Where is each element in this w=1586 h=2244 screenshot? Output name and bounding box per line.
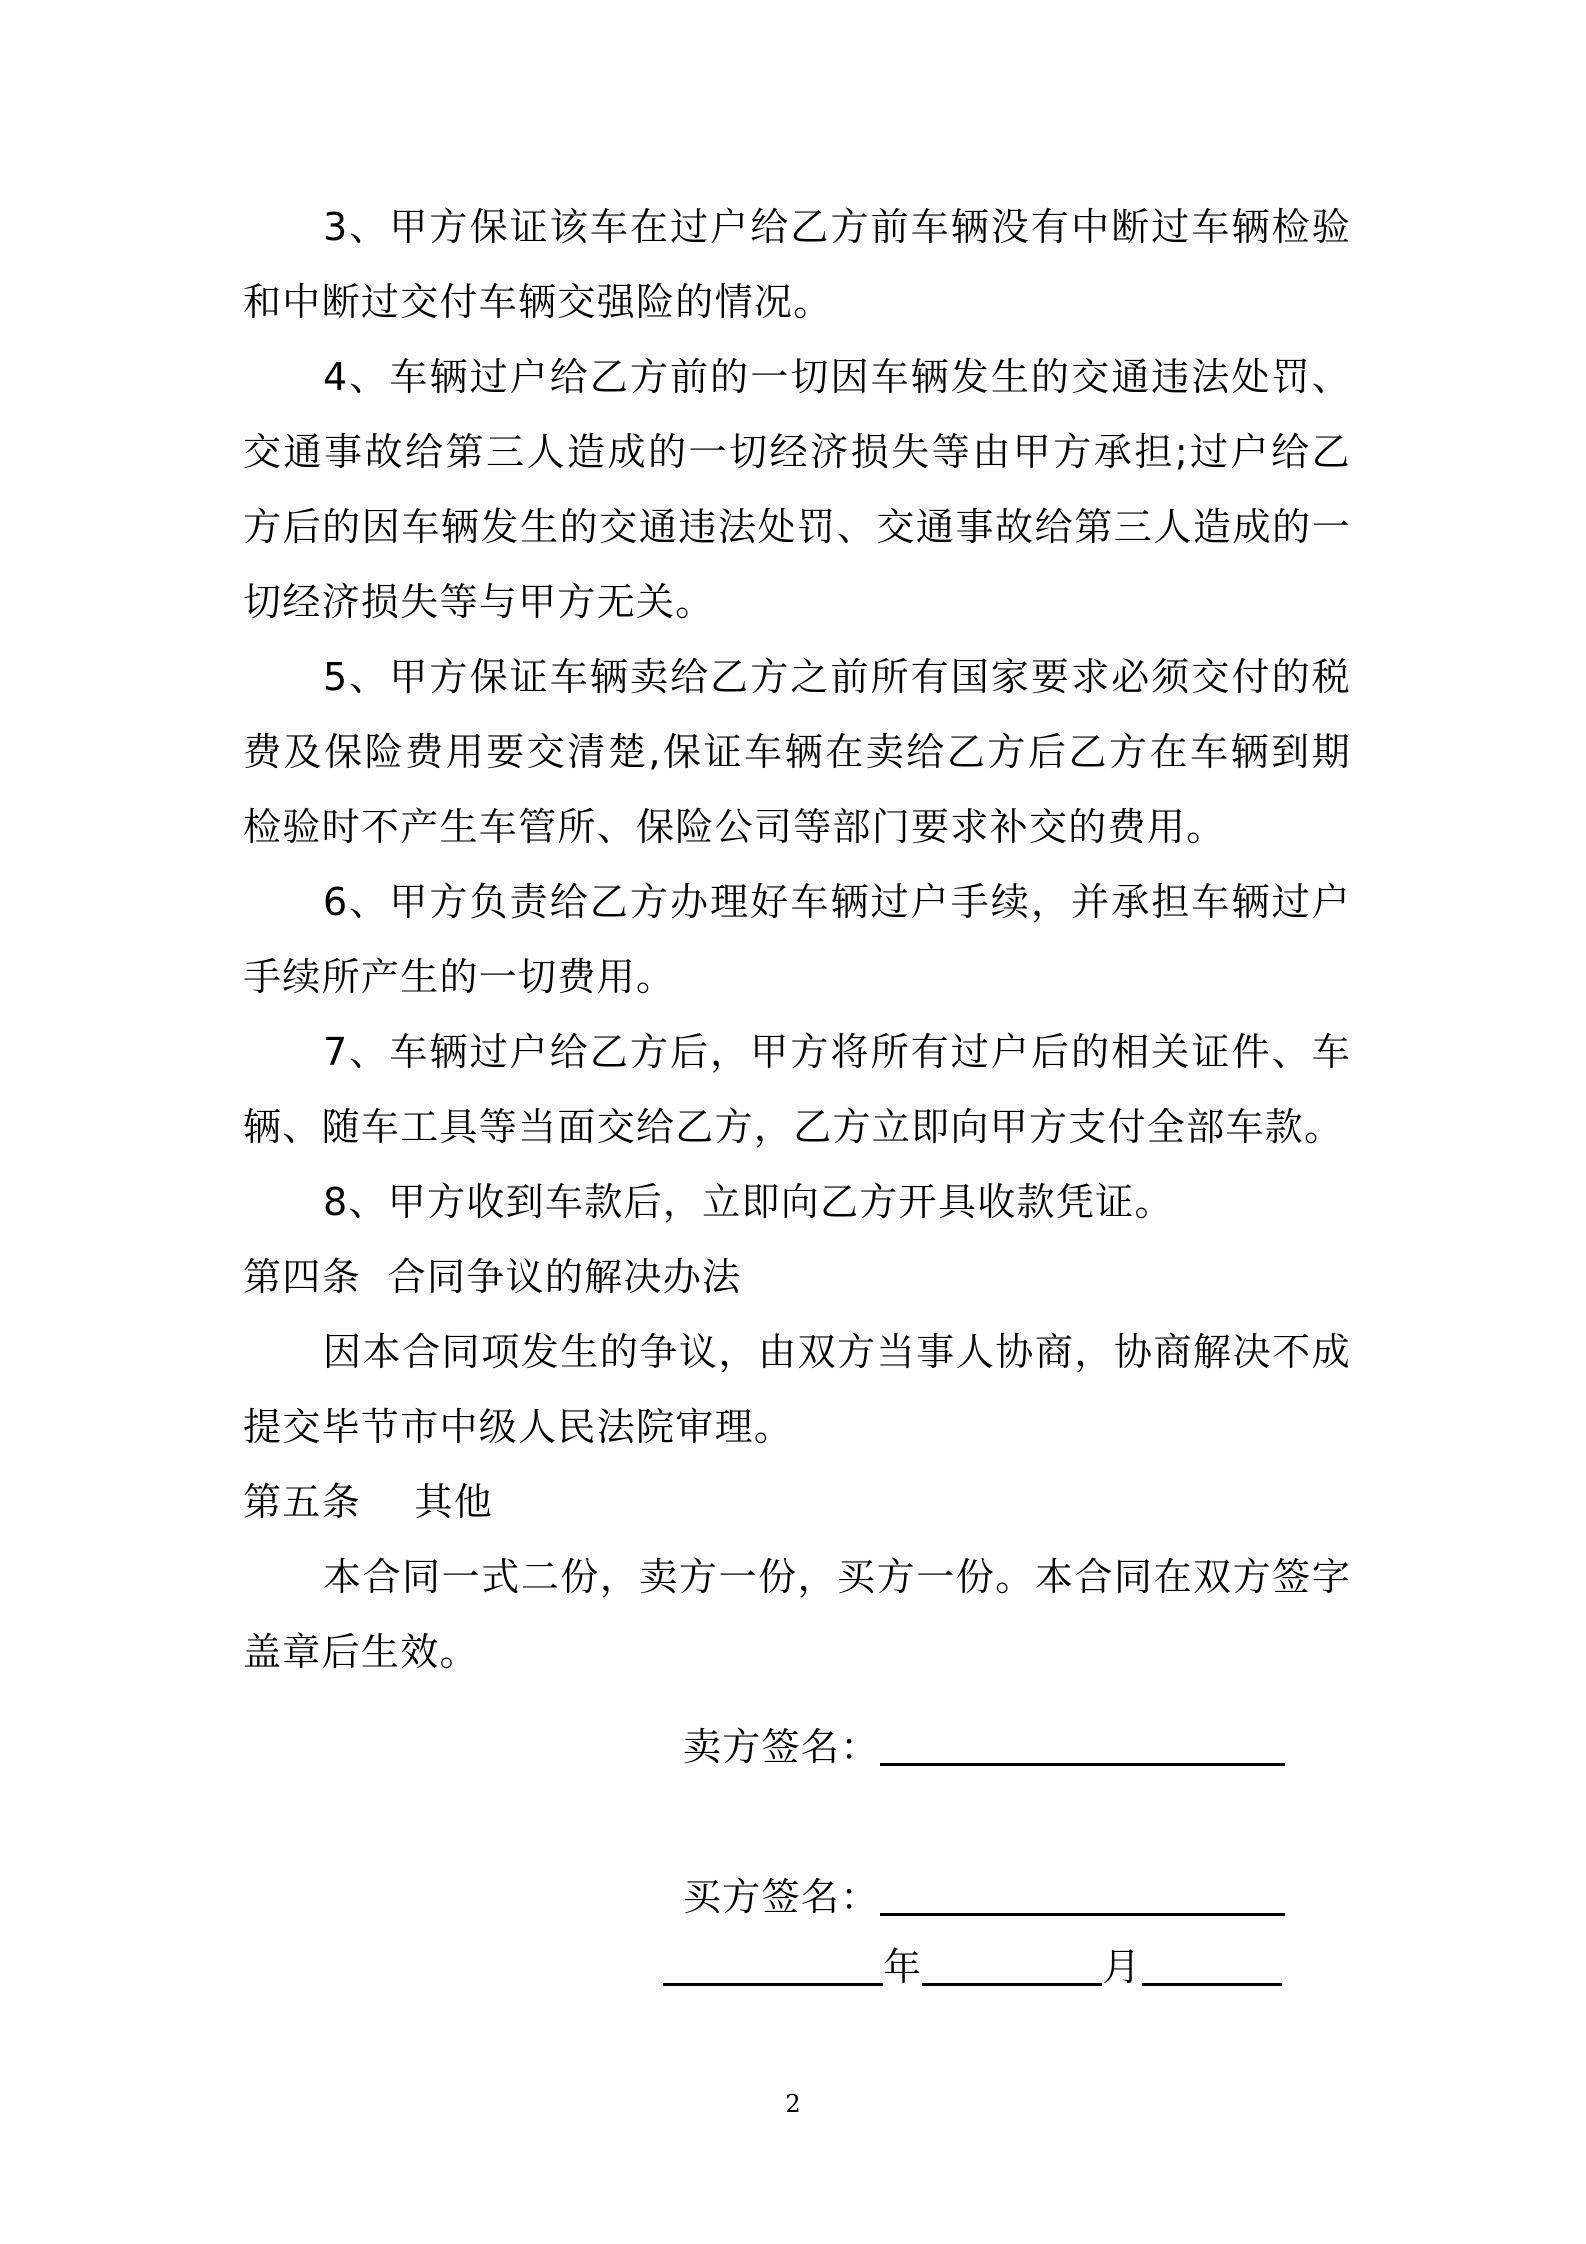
signature-block [243, 1710, 1351, 2040]
year-label: 年 [883, 1945, 923, 1989]
date-line [663, 1930, 1282, 2005]
month-blank [922, 1943, 1102, 1986]
clause-8: 8、甲方收到车款后，立即向乙方开具收款凭证。 [323, 1180, 1174, 1224]
buyer-signature-line [683, 1860, 1285, 1935]
clause-7: 7、车辆过户给乙方后，甲方将所有过户后的相关证件、车辆、随车工具等当面交给乙方，乙方立即向甲方支付全部车款。 [243, 1030, 1351, 1149]
clause-3: 3、甲方保证该车在过户给乙方前车辆没有中断过车辆检验和中断过交付车辆交强险的情况。 [243, 205, 1351, 324]
clause-4: 4、车辆过户给乙方前的一切因车辆发生的交通违法处罚、交通事故给第三人造成的一切经济损失等由甲方承担;过户给乙方后的因车辆发生的交通违法处罚、交通事故给第三人造成的一切经济损失等与甲方无关。 [243, 355, 1351, 624]
seller-signature-label: 卖方签名： [683, 1725, 880, 1769]
seller-signature-blank [880, 1723, 1285, 1766]
article-4-body: 因本合同项发生的争议，由双方当事人协商，协商解决不成提交毕节市中级人民法院审理。 [243, 1330, 1351, 1449]
clause-5: 5、甲方保证车辆卖给乙方之前所有国家要求必须交付的税费及保险费用要交清楚,保证车辆在卖给乙方后乙方在车辆到期检验时不产生车管所、保险公司等部门要求补交的费用。 [243, 655, 1351, 849]
buyer-signature-blank [880, 1873, 1285, 1916]
article-5-body: 本合同一式二份，卖方一份，买方一份。本合同在双方签字盖章后生效。 [243, 1555, 1351, 1674]
article-4-heading: 第四条 合同争议的解决办法 [243, 1255, 742, 1299]
day-blank [1142, 1943, 1282, 1986]
month-label: 月 [1102, 1945, 1142, 1989]
clause-6: 6、甲方负责给乙方办理好车辆过户手续，并承担车辆过户手续所产生的一切费用。 [243, 880, 1351, 999]
buyer-signature-label: 买方签名： [683, 1875, 880, 1919]
article-5-heading: 第五条 其他 [243, 1480, 494, 1524]
seller-signature-line [683, 1710, 1285, 1785]
year-blank [663, 1943, 883, 1986]
document-body [243, 190, 1351, 2040]
page-number: 2 [785, 2090, 801, 2118]
